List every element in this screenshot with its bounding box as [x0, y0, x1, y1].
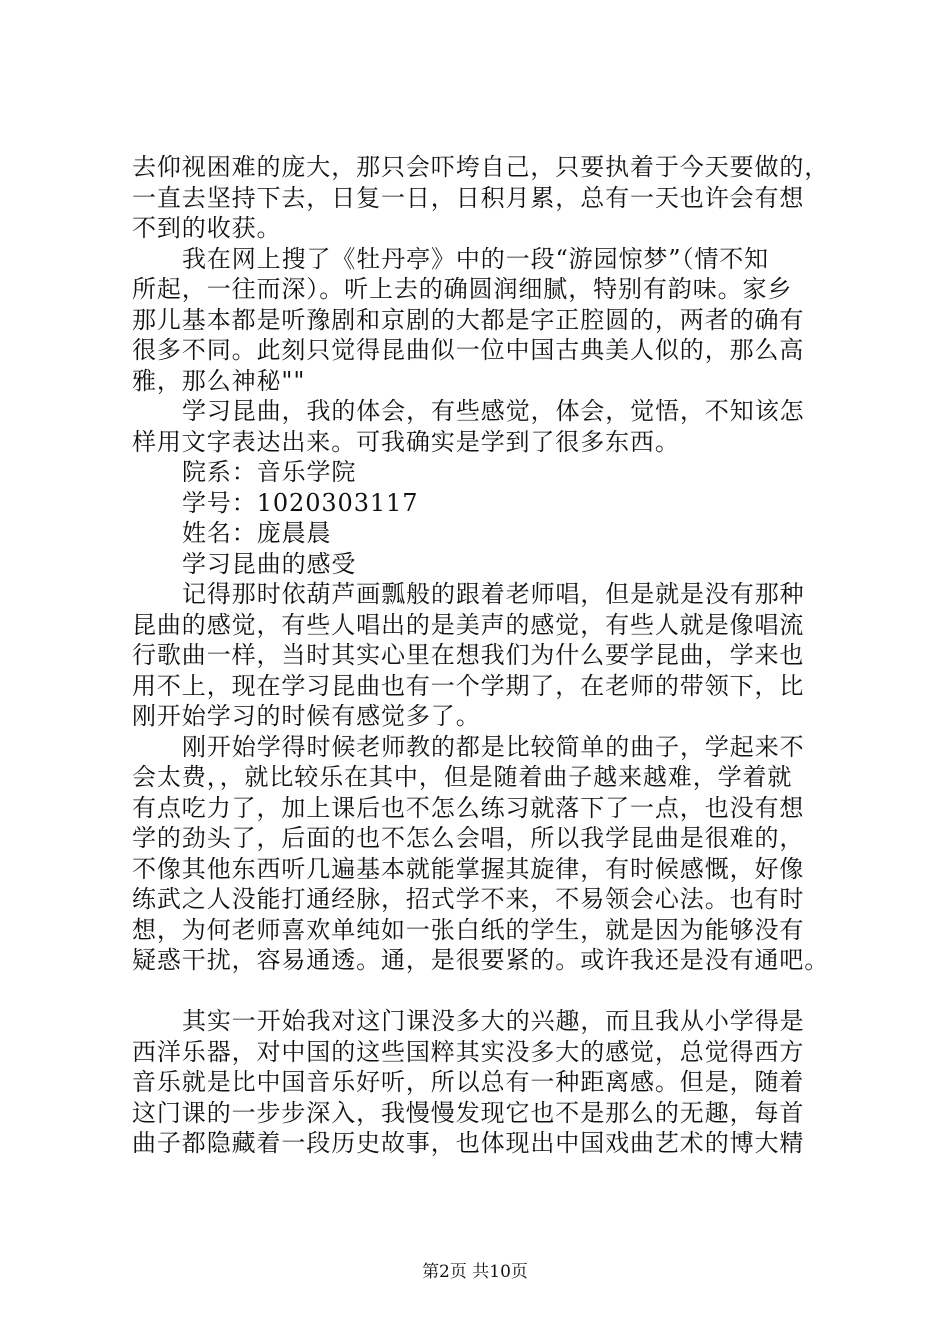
document-body	[132, 152, 832, 1159]
text-line: 一直去坚持下去，日复一日，日积月累，总有一天也许会有想	[132, 183, 805, 212]
text-line: 这门课的一步步深入，我慢慢发现它也不是那么的无趣，每首	[132, 1098, 805, 1127]
text-line: 音乐就是比中国音乐好听，所以总有一种距离感。但是，随着	[132, 1068, 805, 1096]
text-line: 昆曲的感觉，有些人唱出的是美声的感觉，有些人就是像唱流	[132, 610, 805, 639]
text-line: 雅，那么神秘""	[132, 366, 306, 395]
text-line: 刚开始学得时候老师教的都是比较简单的曲子，学起来不	[182, 732, 805, 761]
text-line: 不到的收获。	[132, 214, 282, 242]
text-line: 学的劲头了，后面的也不怎么会唱，所以我学昆曲是很难的，	[132, 824, 805, 852]
text-line: 行歌曲一样，当时其实心里在想我们为什么要学昆曲，学来也	[132, 641, 805, 669]
text-line: 去仰视困难的庞大，那只会吓垮自己，只要执着于今天要做的，	[132, 153, 830, 181]
text-line: 不像其他东西听几遍基本就能掌握其旋律，有时候感慨，好像	[132, 854, 805, 883]
text-line: 想，为何老师喜欢单纯如一张白纸的学生，就是因为能够没有	[132, 915, 805, 944]
text-line: 学号：1020303117	[182, 488, 419, 517]
text-line	[132, 976, 832, 1007]
text-line: 院系：音乐学院	[182, 458, 357, 486]
text-line: 刚开始学习的时候有感觉多了。	[132, 702, 481, 730]
text-line: 所起，一往而深）。听上去的确圆润细腻，特别有韵味。家乡	[132, 275, 793, 303]
text-line: 西洋乐器，对中国的这些国粹其实没多大的感觉，总觉得西方	[132, 1037, 805, 1066]
text-line: 其实一开始我对这门课没多大的兴趣，而且我从小学得是	[182, 1007, 805, 1035]
text-line: 学习昆曲的感受	[182, 549, 357, 578]
text-line: 学习昆曲，我的体会，有些感觉，体会，觉悟，不知该怎	[182, 397, 805, 425]
text-line: 有点吃力了，加上课后也不怎么练习就落下了一点，也没有想	[132, 793, 805, 822]
text-line: 那儿基本都是听豫剧和京剧的大都是字正腔圆的，两者的确有	[132, 305, 805, 334]
text-line: 用不上，现在学习昆曲也有一个学期了，在老师的带领下，比	[132, 671, 805, 700]
text-line: 样用文字表达出来。可我确实是学到了很多东西。	[132, 427, 680, 456]
text-line: 疑惑干扰，容易通透。通，是很要紧的。或许我还是没有通吧。	[132, 946, 830, 974]
text-line: 我在网上搜了《牡丹亭》中的一段“游园惊梦”（情不知	[182, 244, 770, 273]
text-line: 记得那时依葫芦画瓢般的跟着老师唱，但是就是没有那种	[182, 580, 805, 608]
text-line: 姓名：庞晨晨	[182, 519, 332, 547]
page-footer: 第2页 共10页	[422, 1262, 528, 1282]
text-line: 曲子都隐藏着一段历史故事，也体现出中国戏曲艺术的博大精	[132, 1129, 805, 1157]
text-line: 很多不同。此刻只觉得昆曲似一位中国古典美人似的，那么高	[132, 336, 805, 364]
text-line: 会太费，，就比较乐在其中，但是随着曲子越来越难，学着就	[132, 763, 793, 791]
text-line: 练武之人没能打通经脉，招式学不来，不易领会心法。也有时	[132, 885, 805, 913]
